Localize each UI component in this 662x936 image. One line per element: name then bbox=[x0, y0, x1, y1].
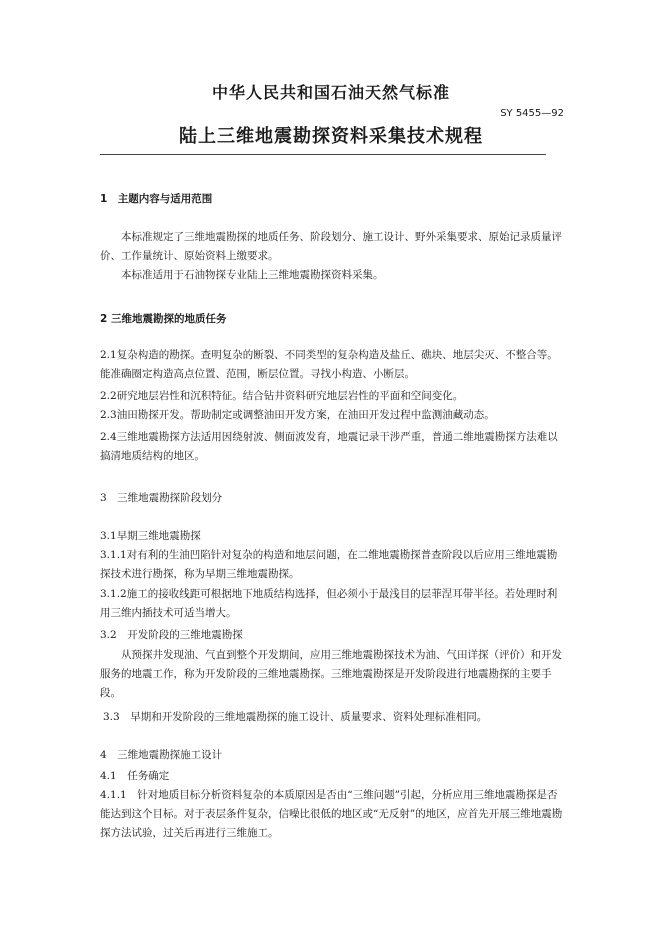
section-2-heading: 2 三维地震勘探的地质任务 bbox=[100, 313, 227, 325]
section-3-2-paragraph: 从预探井发现油、气直到整个开发期间，应用三维地震勘探技术为油、气田详探（评价）和开发服务的地震工作，称为开发阶段的三维地震勘探。三维地震勘探是开发阶段进行地震勘探的主要手段。 bbox=[100, 649, 562, 699]
section-4-heading: 4 三维地震勘探施工设计 bbox=[100, 749, 223, 761]
section-2-item-3: 2.3油田勘探开发。帮助制定或调整油田开发方案，在油田开发过程中监测油藏动态。 bbox=[100, 409, 495, 421]
section-3-1-1: 3.1.1对有利的生油凹陷针对复杂的构造和地层问题，在二维地震勘探普查阶段以后应用三维地震勘探技术进行勘探，称为早期三维地震勘探。 bbox=[100, 549, 558, 580]
section-3-1-2: 3.1.2施工的接收线距可根据地下地质结构选择，但必须小于最浅目的层菲涅耳带半径。若处理时利用三维内插技术可适当增大。 bbox=[100, 588, 558, 619]
section-1-paragraph-1: 本标准规定了三维地震勘探的地质任务、阶段划分、施工设计、野外采集要求、原始记录质量评价、工作量统计、原始资料上缴要求。 bbox=[100, 231, 562, 262]
standard-code: SY 5455—92 bbox=[500, 108, 564, 119]
section-3-3: 3.3 早期和开发阶段的三维地震勘探的施工设计、质量要求、资料处理标准相同。 bbox=[103, 711, 488, 723]
document-title: 陆上三维地震勘探资料采集技术规程 bbox=[179, 126, 483, 147]
section-3-2-heading: 3.2 开发阶段的三维地震勘探 bbox=[100, 629, 243, 641]
title-divider bbox=[100, 154, 546, 155]
section-3-heading: 3 三维地震勘探阶段划分 bbox=[100, 492, 223, 504]
org-standard-title: 中华人民共和国石油天然气标准 bbox=[211, 83, 450, 102]
section-3-1-heading: 3.1早期三维地震勘探 bbox=[100, 530, 201, 542]
section-1-heading: 1 主题内容与适用范围 bbox=[100, 193, 213, 205]
section-4-1-1: 4.1.1 针对地质目标分析资料复杂的本质原因是否由“三维问题”引起，分析应用三维地震勘探是否能达到这个目标。对于表层条件复杂，信噪比很低的地区或“无反射”的地区，应首先开展三维地震勘探方法试验，过关后再进行三维施工。 bbox=[100, 789, 563, 839]
section-2-item-4: 2.4三维地震勘探方法适用因绕射波、侧面波发育，地震记录干涉严重，普通二维地震勘探方法难以搞清地质结构的地区。 bbox=[100, 431, 558, 462]
section-4-1-heading: 4.1 任务确定 bbox=[100, 770, 170, 782]
section-2-item-2: 2.2研究地层岩性和沉积特征。结合钻井资料研究地层岩性的平面和空间变化。 bbox=[100, 390, 464, 402]
section-1-paragraph-2: 本标准适用于石油物探专业陆上三维地震勘探资料采集。 bbox=[121, 269, 384, 281]
section-2-item-1: 2.1复杂构造的勘探。查明复杂的断裂、不同类型的复杂构造及盐丘、礁块、地层尖灭、不整合等。能准确圈定构造高点位置、范围，断层位置。寻找小构造、小断层。 bbox=[100, 349, 558, 380]
